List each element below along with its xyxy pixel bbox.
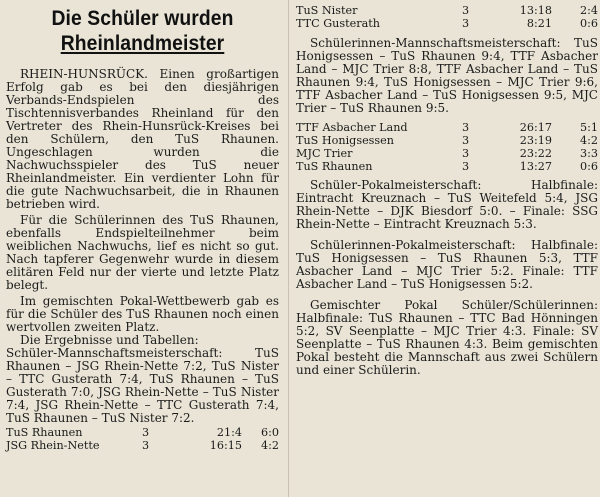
game-score: 8:21: [526, 17, 552, 30]
schuelerinnen-mannschaft-results: Schülerinnen-Mannschaftsmeisterschaft: TuS Honigsessen – TuS Rhaunen 9:4, TTF Asbacher Land – MJC Trier 8:8, TTF Asbacher Land – TuS Rhaunen 9:4, TuS Honigsessen – MJC Trier 9:6, TTF Asbacher Land – TuS Honigsessen 9:5, MJC Trier – TuS Rhaunen 9:5.: [296, 36, 598, 115]
table-row: [296, 160, 598, 173]
table-row: [296, 121, 598, 134]
points: 3:3: [579, 147, 598, 160]
team-name: TuS Rhaunen: [296, 160, 373, 173]
left-column: [6, 0, 279, 454]
headline-line-2: Rheinlandmeister: [60, 32, 225, 55]
schuelerinnen-table: [296, 121, 598, 173]
team-name: TTC Gusterath: [296, 17, 380, 30]
game-score: 13:27: [519, 160, 552, 173]
headline-line-1: Die Schüler wurden: [51, 7, 234, 30]
results-intro: Die Ergebnisse und Tabellen:: [20, 333, 199, 347]
games-played: 3: [142, 439, 150, 452]
team-name: JSG Rhein-Nette: [6, 439, 100, 452]
game-score: 21:4: [216, 426, 242, 439]
schueler-pokal-results: Schüler-Pokalmeisterschaft: Halbfinale: Eintracht Kreuznach – TuS Weitefeld 5:4, JSG Rhein-Nette – DJK Biesdorf 5:0. – Finale: SSG Rhein-Nette – Eintracht Kreuznach 5:3.: [296, 178, 598, 231]
team-name: TTF Asbacher Land: [296, 121, 408, 134]
table-row: [6, 426, 279, 439]
gemischter-pokal-results: Gemischter Pokal Schüler/Schülerinnen: Halbfinale: TuS Rhaunen – TTC Bad Hönningen 5:2, SV Seenplatte – MJC Trier 4:3. Finale: SV Seenplatte – TuS Rhaunen 4:3. Beim gemischten Pokal besteht die Mannschaft aus zwei Schülern und einer Schülerin.: [296, 298, 598, 377]
column-divider: [288, 0, 289, 497]
paragraph-pokal: Im gemischten Pokal-Wettbewerb gab es für die Schüler des TuS Rhaunen noch einen wertvollen zweiten Platz.: [6, 294, 279, 334]
games-played: 3: [462, 134, 470, 147]
team-name: TuS Honigsessen: [296, 134, 394, 147]
lead-paragraph: RHEIN-HUNSRÜCK. Einen großartigen Erfolg gab es bei den diesjährigen Verbands-Endspielen des Tischtennisverbandes Rheinland für den Vertreter des Rhein-Hunsrück-Kreises bei den Schülern, den TuS Rhaunen. Ungeschlagen wurden die Nachwuchsspieler des TuS neuer Rheinlandmeister. Ein verdienter Lohn für die gute Nachwuchsarbeit, die in Rhaunen betrieben wird.: [6, 67, 279, 211]
points: 2:4: [579, 4, 598, 17]
game-score: 23:22: [519, 147, 552, 160]
games-played: 3: [462, 121, 470, 134]
games-played: 3: [462, 160, 470, 173]
schueler-mannschaft-results: Schüler-Mannschaftsmeisterschaft: TuS Rhaunen – JSG Rhein-Nette 7:2, TuS Nister – TTC Gusterath 7:4, TuS Rhaunen – TuS Gusterath 7:0, JSG Rhein-Nette – TuS Nister 7:4, JSG Rhein-Nette – TTC Gusterath 7:4, TuS Rhaunen – TuS Nister 7:2.: [6, 346, 279, 425]
paragraph-schuelerinnen: Für die Schülerinnen des TuS Rhaunen, ebenfalls Endspielteilnehmer beim weiblichen Nachwuchs, lief es nicht so gut. Nach tapferer Gegenwehr wurde in diesem elitären Feld nur der vierte und letzte Platz belegt.: [6, 213, 279, 292]
team-name: TuS Rhaunen: [6, 426, 83, 439]
team-name: MJC Trier: [296, 147, 353, 160]
games-played: 3: [462, 147, 470, 160]
headline: [17, 6, 268, 56]
schueler-table: [6, 426, 279, 452]
games-played: 3: [462, 4, 470, 17]
team-name: TuS Nister: [296, 4, 358, 17]
points: 0:6: [579, 160, 598, 173]
game-score: 26:17: [519, 121, 552, 134]
table-row: [296, 4, 598, 17]
game-score: 16:15: [209, 439, 242, 452]
right-column: [296, 0, 598, 377]
table-row: [296, 17, 598, 30]
points: 4:2: [260, 439, 279, 452]
points: 0:6: [579, 17, 598, 30]
points: 6:0: [260, 426, 279, 439]
results-continued: [296, 4, 598, 377]
schueler-table-continued: [296, 4, 598, 30]
game-score: 13:18: [519, 4, 552, 17]
schuelerinnen-pokal-results: Schülerinnen-Pokalmeisterschaft: Halbfinale: TuS Honigsessen – TuS Rhaunen 5:3, TTF Asbacher Land – MJC Trier 5:2. Finale: TTF Asbacher Land – TuS Honigsessen 5:2.: [296, 238, 598, 291]
games-played: 3: [462, 17, 470, 30]
results-section: [6, 334, 279, 452]
table-row: [6, 439, 279, 452]
table-row: [296, 147, 598, 160]
games-played: 3: [142, 426, 150, 439]
points: 4:2: [579, 134, 598, 147]
table-row: [296, 134, 598, 147]
game-score: 23:19: [519, 134, 552, 147]
points: 5:1: [579, 121, 598, 134]
